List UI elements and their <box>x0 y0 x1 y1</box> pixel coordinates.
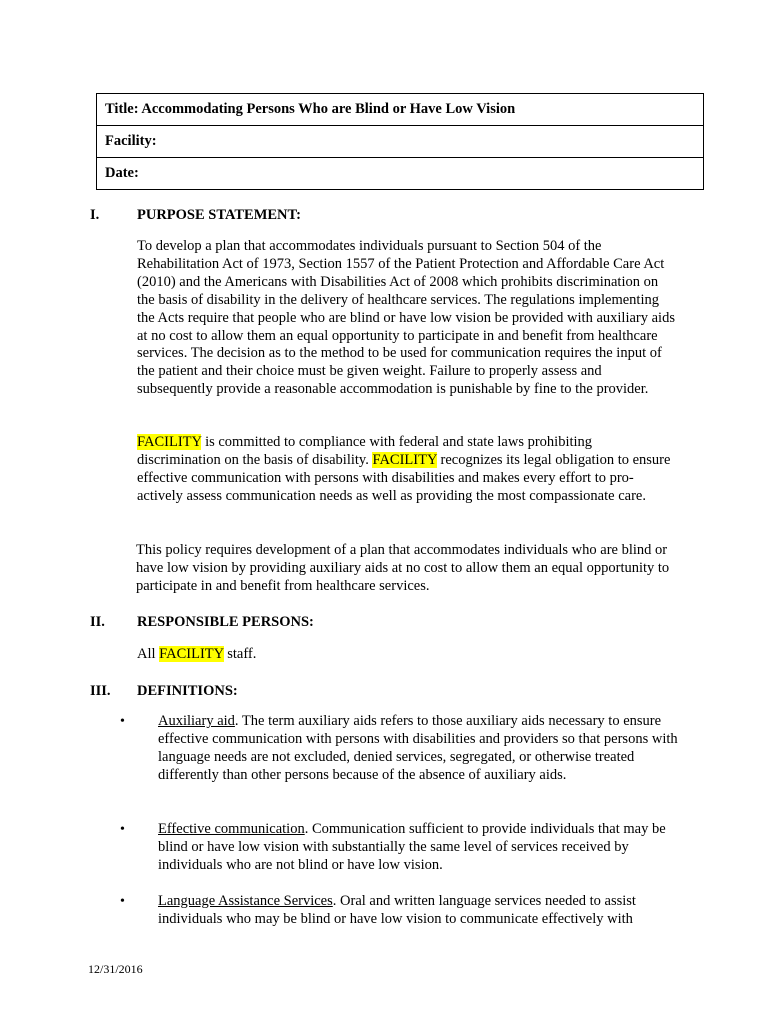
definition-text <box>158 713 678 785</box>
facility-placeholder: FACILITY <box>372 451 437 468</box>
definition-text <box>158 893 678 929</box>
responsible-text <box>137 646 677 664</box>
paragraph-text: recognizes its legal obligation to ensure effective communication with persons with disabilities and makes every effort to pro-actively assess communication needs as well as providing the most compassionate care. <box>137 451 671 504</box>
section-number: III. <box>90 683 111 699</box>
facility-placeholder: FACILITY <box>159 646 224 662</box>
paragraph-text: . Communication sufficient to provide individuals that may be blind or have low vision with substantially the same level of services received by individuals who are not blind or have low vision. <box>158 821 666 873</box>
bullet-icon: • <box>120 714 125 729</box>
header-table <box>96 93 704 190</box>
purpose-paragraph-2 <box>137 434 672 506</box>
title-cell: Title: Accommodating Persons Who are Blind or Have Low Vision <box>97 94 704 126</box>
paragraph-text: All <box>137 646 160 662</box>
definition-term: Effective communication <box>158 821 305 837</box>
paragraph-text: is committed to compliance with federal and state laws prohibiting discrimination on the basis of disability. <box>137 434 593 468</box>
bullet-icon: • <box>120 894 125 909</box>
definition-term: Auxiliary aid <box>158 713 235 729</box>
paragraph-text: staff. <box>223 646 257 662</box>
bullet-icon: • <box>120 822 125 837</box>
section-number: I. <box>90 207 100 223</box>
definition-term: Language Assistance Services <box>158 893 333 909</box>
footer-date: 12/31/2016 <box>88 962 143 976</box>
paragraph-text: . Oral and written language services needed to assist individuals who may be blind or have low vision to communicate effectively with <box>158 893 636 927</box>
section-label: DEFINITIONS: <box>137 683 238 699</box>
section-label: PURPOSE STATEMENT: <box>137 207 301 223</box>
paragraph-text: . The term auxiliary aids refers to those auxiliary aids necessary to ensure effective communication with persons with disabilities and providers so that persons with language needs are not excluded, denied services, segregated, or otherwise treated differently than other persons because of the absence of auxiliary aids. <box>158 713 678 783</box>
facility-placeholder: FACILITY <box>137 434 202 450</box>
section-number: II. <box>90 614 105 630</box>
purpose-paragraph-3: This policy requires development of a plan that accommodates individuals who are blind or have low vision by providing auxiliary aids at no cost to allow them an equal opportunity to participate in and benefit from healthcare services. <box>136 542 670 594</box>
definition-text <box>158 821 678 875</box>
section-label: RESPONSIBLE PERSONS: <box>137 614 314 630</box>
purpose-paragraph-1: To develop a plan that accommodates individuals pursuant to Section 504 of the Rehabilitation Act of 1973, Section 1557 of the Patient Protection and Affordable Care Act (2010) and the Americans with Disabilities Act of 2008 which prohibits discrimination on the basis of disability in the delivery of healthcare services. The regulations implementing the Acts require that people who are blind or have low vision be provided with auxiliary aids at no cost to allow them an equal opportunity to participate in and benefit from healthcare services. The decision as to the method to be used for communication requires the input of the patient and their choice must be given weight. Failure to properly assess and subsequently provide a reasonable accommodation is punishable by fine to the provider. <box>137 238 675 398</box>
date-cell: Date: <box>97 158 704 190</box>
facility-cell: Facility: <box>97 126 704 158</box>
